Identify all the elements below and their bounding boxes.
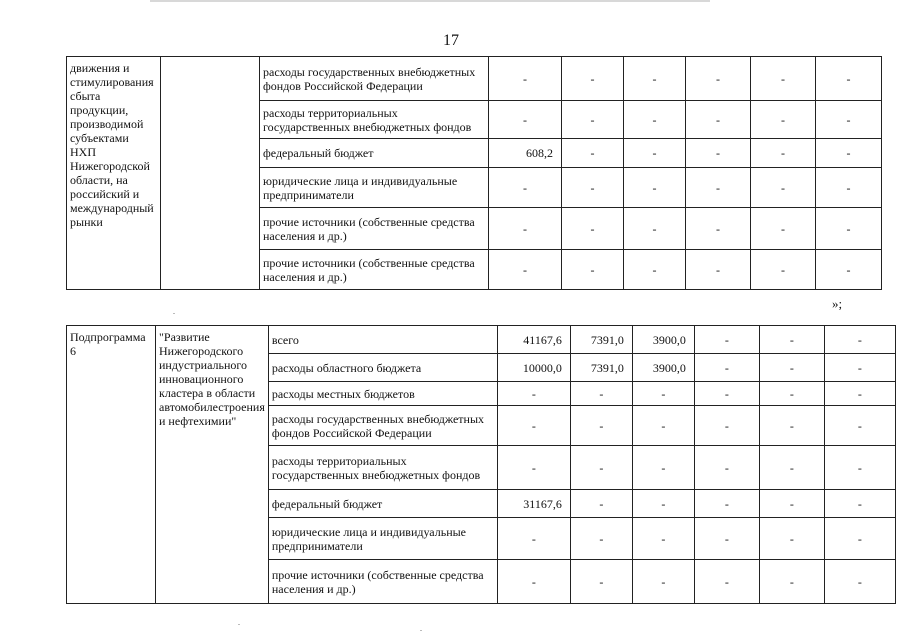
amount-cell: - xyxy=(816,57,882,101)
amount-cell: - xyxy=(816,101,882,139)
amount-cell: - xyxy=(816,208,882,250)
amount-cell: - xyxy=(759,382,824,406)
amount-cell: - xyxy=(824,518,895,560)
amount-cell: - xyxy=(694,354,759,382)
amount-cell: - xyxy=(751,168,816,208)
amount-cell: - xyxy=(824,446,895,490)
amount-cell: - xyxy=(694,490,759,518)
funding-source-cell: всего xyxy=(268,326,497,354)
amount-cell: - xyxy=(489,168,562,208)
amount-cell: - xyxy=(570,382,632,406)
amount-cell: - xyxy=(816,250,882,290)
table-row xyxy=(67,57,882,101)
amount-cell: - xyxy=(694,560,759,604)
funding-source-cell: прочие источники (собственные средства населения и др.) xyxy=(260,250,489,290)
amount-cell: - xyxy=(751,208,816,250)
program-cell: движения и стимулирования сбыта продукции, производимой субъектами НХП Нижегородской области, на российский и международный рынки xyxy=(67,57,161,290)
amount-cell: - xyxy=(562,57,624,101)
amount-cell: - xyxy=(632,560,694,604)
amount-cell: - xyxy=(816,139,882,168)
amount-cell: 608,2 xyxy=(489,139,562,168)
amount-cell: - xyxy=(686,250,751,290)
amount-cell: - xyxy=(759,518,824,560)
program-cell: Подпрограмма 6 xyxy=(67,326,156,604)
amount-cell: - xyxy=(824,354,895,382)
amount-cell: - xyxy=(632,446,694,490)
scan-speck xyxy=(173,313,175,314)
amount-cell: 7391,0 xyxy=(570,354,632,382)
amount-cell: - xyxy=(489,250,562,290)
funding-source-cell: федеральный бюджет xyxy=(260,139,489,168)
page-number: 17 xyxy=(443,32,459,49)
amount-cell: - xyxy=(489,101,562,139)
amount-cell: - xyxy=(686,57,751,101)
amount-cell: - xyxy=(751,101,816,139)
amount-cell: - xyxy=(562,208,624,250)
amount-cell: - xyxy=(759,406,824,446)
amount-cell: - xyxy=(694,446,759,490)
closing-quote-mark: »; xyxy=(832,296,843,311)
amount-cell: - xyxy=(751,139,816,168)
amount-cell: - xyxy=(570,518,632,560)
amount-cell: - xyxy=(632,518,694,560)
amount-cell: 31167,6 xyxy=(497,490,570,518)
amount-cell: - xyxy=(497,382,570,406)
amount-cell: - xyxy=(824,382,895,406)
funding-source-cell: расходы государственных внебюджетных фондов Российской Федерации xyxy=(260,57,489,101)
amount-cell: - xyxy=(632,382,694,406)
amount-cell: - xyxy=(686,208,751,250)
scan-speck xyxy=(420,630,422,631)
scan-speck xyxy=(238,624,240,625)
amount-cell: 41167,6 xyxy=(497,326,570,354)
amount-cell: - xyxy=(562,101,624,139)
amount-cell: - xyxy=(751,57,816,101)
amount-cell: - xyxy=(694,382,759,406)
amount-cell: 3900,0 xyxy=(632,326,694,354)
amount-cell: - xyxy=(686,139,751,168)
table-row xyxy=(67,326,896,354)
amount-cell: - xyxy=(694,406,759,446)
funding-source-cell: расходы местных бюджетов xyxy=(268,382,497,406)
amount-cell: - xyxy=(562,168,624,208)
funding-source-cell: расходы территориальных государственных внебюджетных фондов xyxy=(268,446,497,490)
amount-cell: - xyxy=(694,518,759,560)
amount-cell: - xyxy=(824,406,895,446)
funding-source-cell: расходы областного бюджета xyxy=(268,354,497,382)
amount-cell: - xyxy=(632,490,694,518)
amount-cell: - xyxy=(624,139,686,168)
amount-cell: - xyxy=(562,139,624,168)
funding-source-cell: прочие источники (собственные средства населения и др.) xyxy=(268,560,497,604)
amount-cell: - xyxy=(824,560,895,604)
funding-table-subprogram-6 xyxy=(66,325,896,604)
amount-cell: - xyxy=(570,406,632,446)
subprogram-name-cell: "Развитие Нижегородского индустриального инновационного кластера в области автомобилестроения и нефтехимии" xyxy=(156,326,269,604)
funding-source-cell: юридические лица и индивидуальные предприниматели xyxy=(268,518,497,560)
amount-cell: 3900,0 xyxy=(632,354,694,382)
amount-cell: 7391,0 xyxy=(570,326,632,354)
amount-cell: - xyxy=(816,168,882,208)
amount-cell: - xyxy=(562,250,624,290)
amount-cell: - xyxy=(489,57,562,101)
subprogram-name-cell xyxy=(161,57,260,290)
amount-cell: - xyxy=(624,101,686,139)
funding-source-cell: юридические лица и индивидуальные предприниматели xyxy=(260,168,489,208)
amount-cell: - xyxy=(759,560,824,604)
amount-cell: - xyxy=(824,490,895,518)
amount-cell: - xyxy=(751,250,816,290)
amount-cell: - xyxy=(759,446,824,490)
amount-cell: - xyxy=(686,101,751,139)
amount-cell: - xyxy=(694,326,759,354)
amount-cell: - xyxy=(759,354,824,382)
amount-cell: - xyxy=(632,406,694,446)
amount-cell: - xyxy=(624,208,686,250)
amount-cell: - xyxy=(759,490,824,518)
amount-cell: - xyxy=(570,560,632,604)
amount-cell: - xyxy=(686,168,751,208)
amount-cell: - xyxy=(497,406,570,446)
funding-source-cell: расходы территориальных государственных внебюджетных фондов xyxy=(260,101,489,139)
funding-source-cell: федеральный бюджет xyxy=(268,490,497,518)
amount-cell: 10000,0 xyxy=(497,354,570,382)
funding-table-continued xyxy=(66,56,882,290)
amount-cell: - xyxy=(497,518,570,560)
amount-cell: - xyxy=(759,326,824,354)
amount-cell: - xyxy=(824,326,895,354)
amount-cell: - xyxy=(497,560,570,604)
amount-cell: - xyxy=(624,250,686,290)
amount-cell: - xyxy=(497,446,570,490)
amount-cell: - xyxy=(624,168,686,208)
amount-cell: - xyxy=(624,57,686,101)
scan-artifact-line xyxy=(150,0,710,2)
funding-source-cell: прочие источники (собственные средства населения и др.) xyxy=(260,208,489,250)
amount-cell: - xyxy=(570,446,632,490)
amount-cell: - xyxy=(489,208,562,250)
amount-cell: - xyxy=(570,490,632,518)
funding-source-cell: расходы государственных внебюджетных фондов Российской Федерации xyxy=(268,406,497,446)
